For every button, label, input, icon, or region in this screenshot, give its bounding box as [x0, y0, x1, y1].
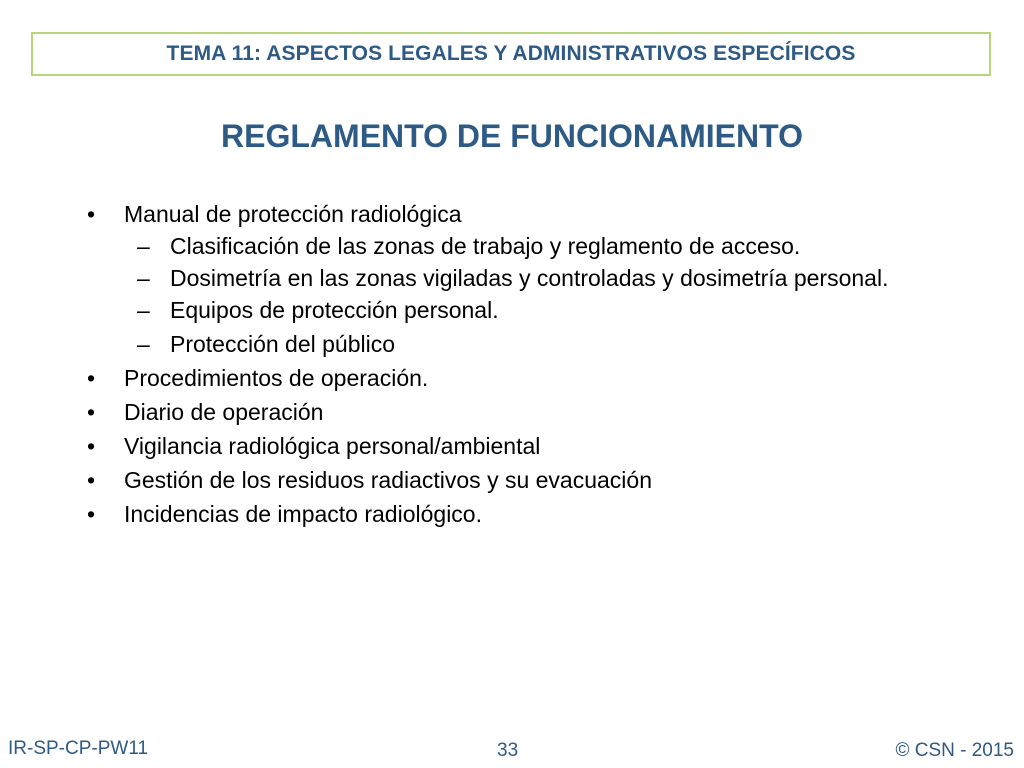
sub-list-item [124, 266, 935, 290]
bullet-marker: • [87, 501, 96, 527]
sub-list [124, 232, 935, 358]
list-item-text: Gestión de los residuos radiactivos y su evacuación [124, 467, 653, 493]
sub-list-item-text: Clasificación de las zonas de trabajo y reglamento de acceso. [170, 233, 801, 259]
list-item-text: Incidencias de impacto radiológico. [124, 501, 482, 527]
list-item-text: Manual de protección radiológica [124, 201, 462, 227]
list-item-text: Diario de operación [124, 399, 324, 425]
sub-list-item [124, 330, 935, 358]
topic-title: TEMA 11: ASPECTOS LEGALES Y ADMINISTRATIVOS ESPECÍFICOS [166, 42, 856, 65]
list-item [85, 432, 935, 460]
sub-list-item-text: Dosimetría en las zonas vigiladas y controladas y dosimetría personal. [170, 265, 889, 291]
footer-page-number: 33 [497, 740, 519, 761]
list-item-text: Procedimientos de operación. [124, 365, 429, 391]
list-item-text: Vigilancia radiológica personal/ambiental [124, 433, 541, 459]
header-box [31, 32, 991, 76]
footer-copyright: © CSN - 2015 [895, 740, 1014, 761]
list-item [85, 466, 935, 494]
sub-list-item-text: Protección del público [170, 331, 396, 357]
list-item [85, 364, 935, 392]
dash-marker: – [137, 331, 150, 357]
list-item [85, 500, 935, 528]
bullet-marker: • [87, 433, 96, 459]
bullet-marker: • [87, 467, 96, 493]
slide-title: REGLAMENTO DE FUNCIONAMIENTO [221, 118, 803, 154]
sub-list-item [124, 296, 935, 324]
list-item [85, 200, 935, 358]
dash-marker: – [137, 233, 150, 259]
sub-list-item-text: Equipos de protección personal. [170, 297, 499, 323]
bullet-marker: • [87, 201, 96, 227]
bullet-list [85, 200, 935, 534]
sub-list-item [124, 232, 935, 260]
dash-marker: – [137, 265, 150, 291]
bullet-marker: • [87, 399, 96, 425]
dash-marker: – [137, 297, 150, 323]
bullet-marker: • [87, 365, 96, 391]
list-item [85, 398, 935, 426]
footer-document-code: IR-SP-CP-PW11 [8, 738, 149, 759]
